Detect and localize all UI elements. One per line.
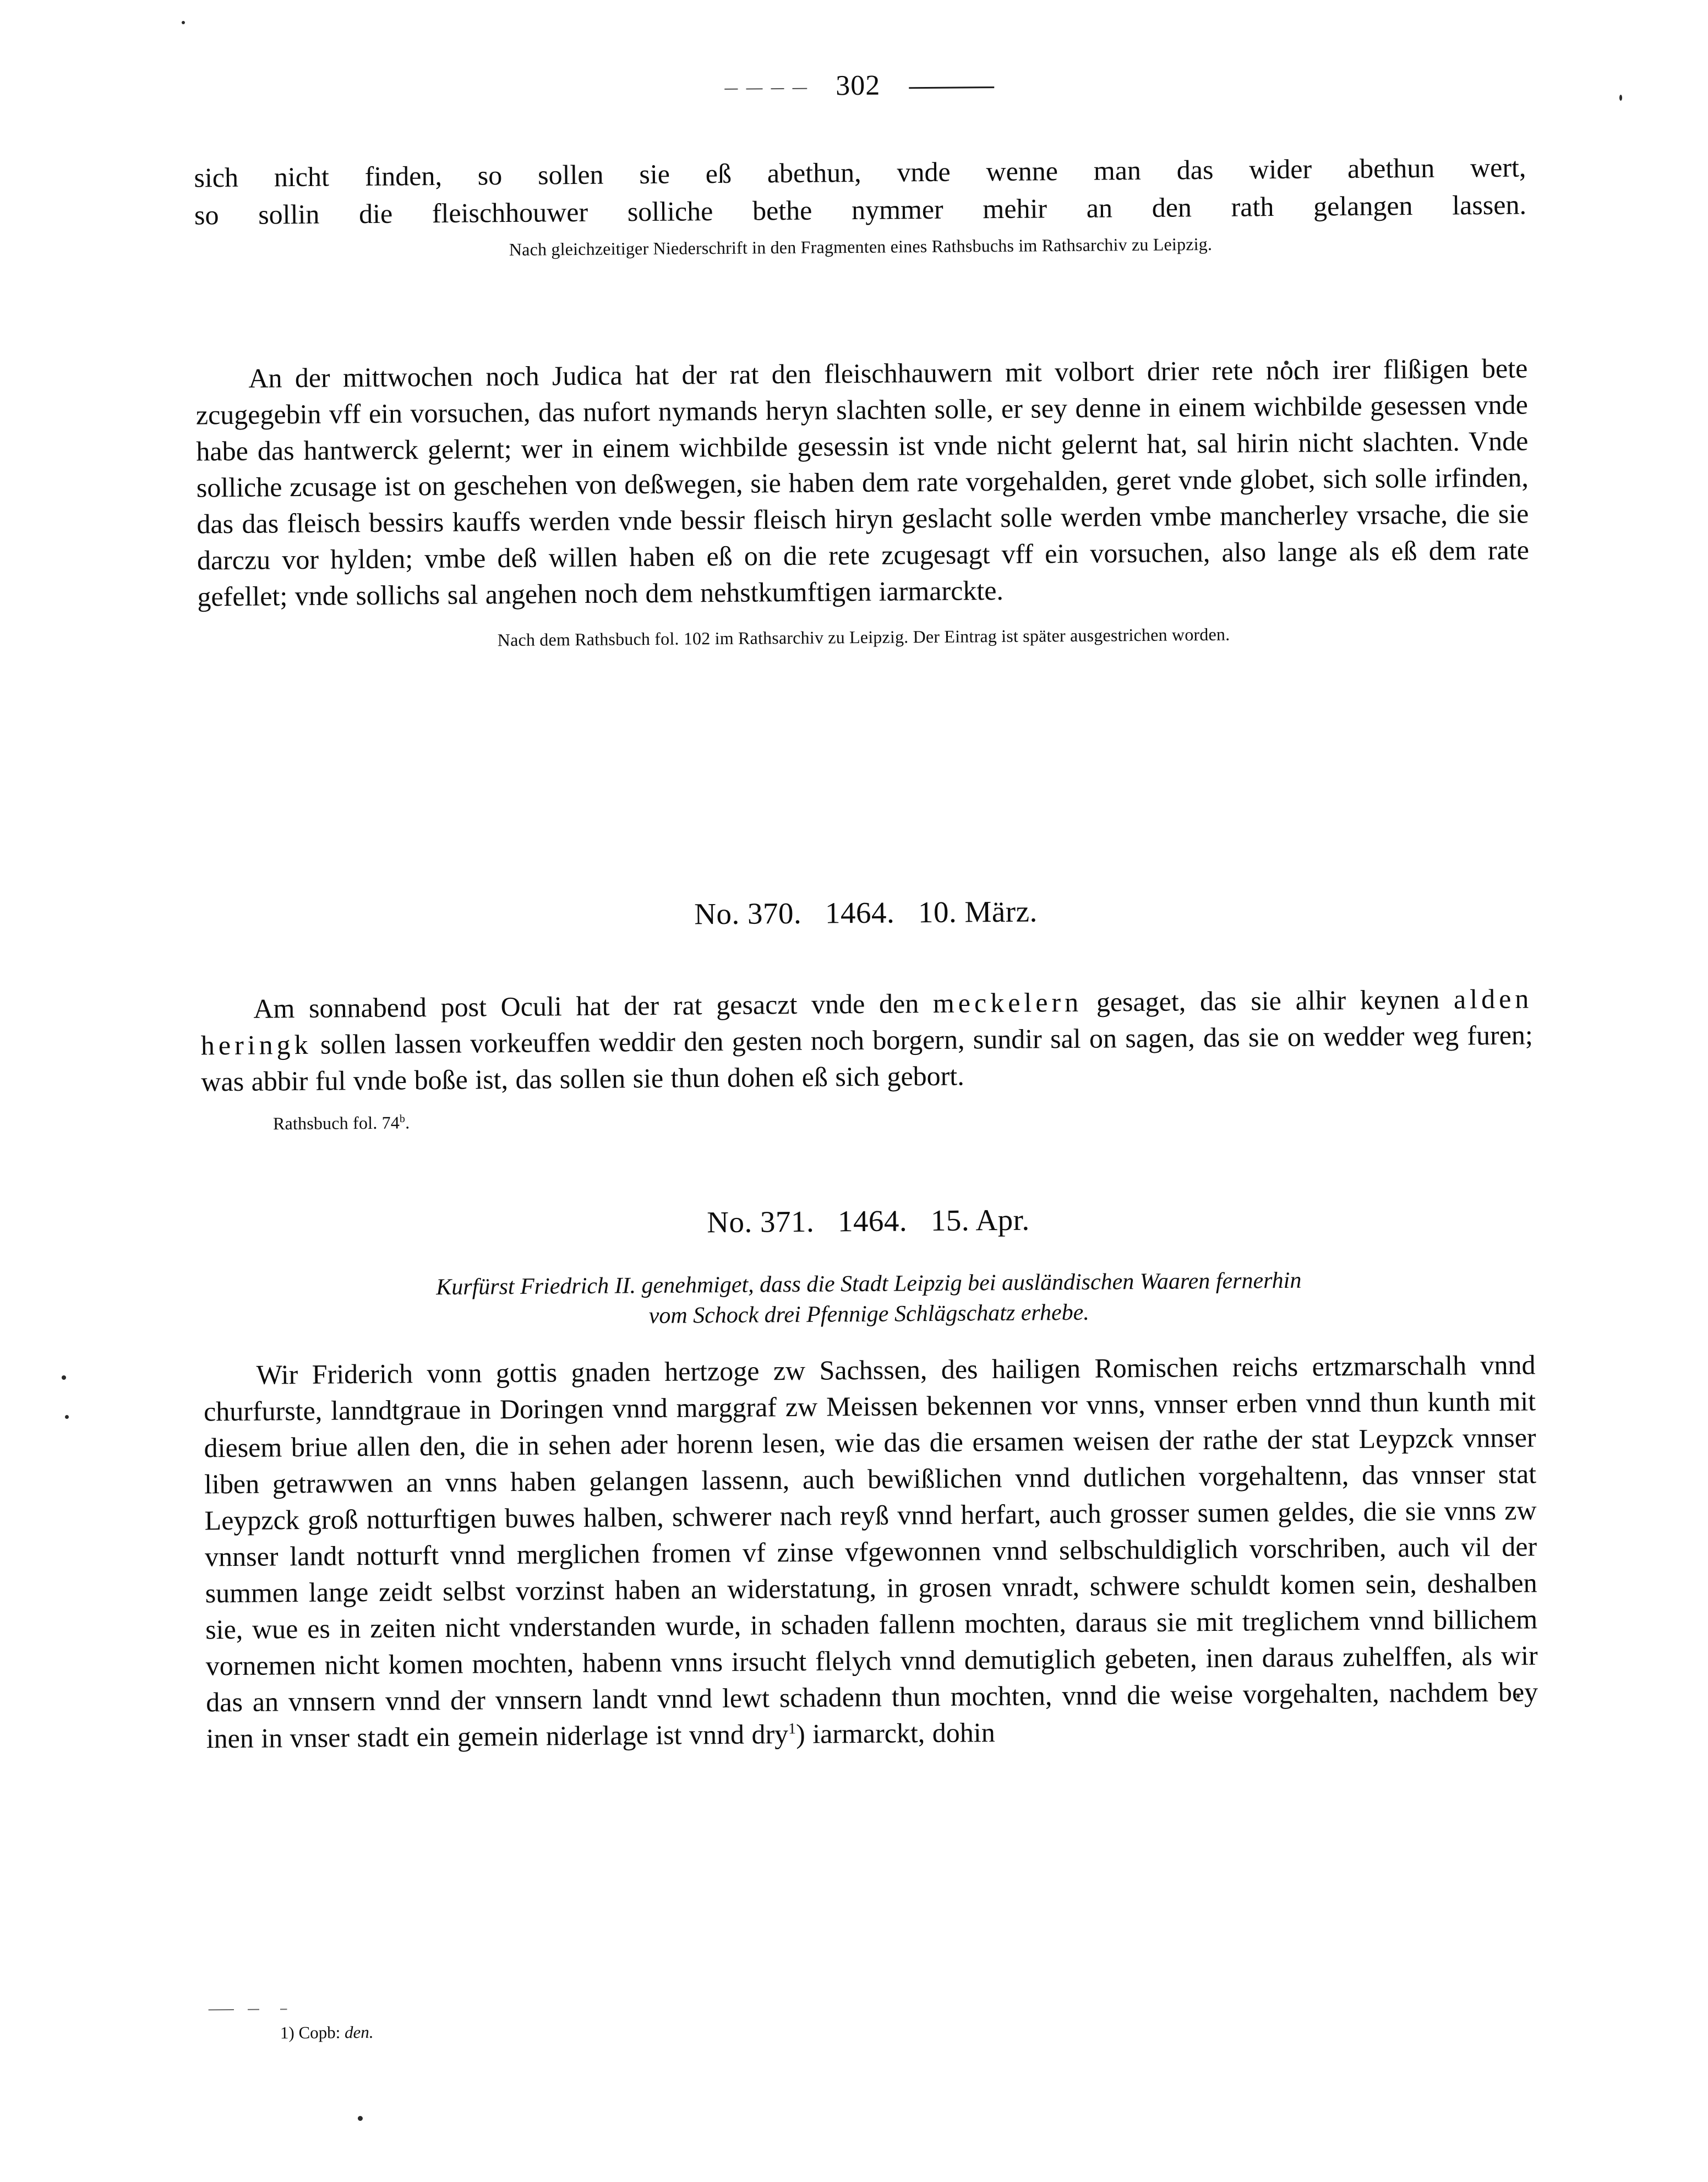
entry-369b-body: An der mittwochen noch Judica hat der rat den fleischhauwern mit volbort drier rete noch irer flißigen bete zcugegebin vff ein vorsuchen, das nufort nymands heryn slachten solle, er sey denne in einem wichbilde gesessen vnde habe das hantwerck gelernt; wer in einem wichbilde gesessin ist vnde nicht gelernt hat, sal hirin nicht slachten. Vnde solliche zcusage ist on geschehen von deßwegen, sie haben dem rate vorgehalden, geret vnde globet, sich solle irfinden, das das fleisch bessirs kauffs werden vnde bessir fleisch hiryn geslacht solle werden vmbe mancherley vrsache, die sie darczu vor hylden; vmbe deß willen haben eß on die rete zcugesagt vff ein vorsuchen, also lange als eß dem rate gefellet; vnde sollichs sal angehen noch dem nehstkumftigen iarmarckte. — [195, 352, 1530, 612]
page-type-block — [193, 0, 1538, 2043]
entry-370-source-note-text: Rathsbuch fol. 74 — [272, 1112, 400, 1134]
entry-370-body-part-2: gesaget, das sie alhir keynen — [1082, 983, 1454, 1017]
entry-370-body-part-1: Am sonnabend post Oculi hat der rat gesaczt vnde den — [253, 987, 934, 1024]
entry-370-heading: No. 370. 1464. 10. März. — [694, 894, 1038, 931]
entry-370-spaced-word-2: alden heringk — [200, 983, 1533, 1061]
ornament-rule-right — [909, 86, 994, 89]
entry-371-body-block — [203, 1346, 1538, 1756]
scan-speck — [182, 21, 185, 24]
entry-370-body — [200, 980, 1533, 1100]
footnote-area — [209, 1999, 1541, 2044]
entry-370-body-part-3: sollen lassen vorkeuffen weddir den gesten noch borgern, sundir sal on sagen, das sie on wedder weg furen; was abbir ful vnde boße ist, das sollen sie thun dohen eß sich gebort. — [201, 1019, 1534, 1097]
entry-369b — [195, 350, 1530, 654]
entry-369b-source-note: Nach dem Rathsbuch fol. 102 im Rathsarchiv zu Leipzig. Der Eintrag ist später ausgestrichen worden. — [497, 624, 1230, 650]
entry-369-source-note: Nach gleichzeitiger Niederschrift in den Fragmenten eines Rathsbuchs im Rathsarchiv zu Leipzig. — [509, 233, 1213, 260]
folio-number: 302 — [835, 69, 881, 102]
entry-371-body-before-ref: Wir Friderich vonn gottis gnaden hertzoge zw Sachssen, des hailigen Romischen reichs ertzmarschalh vnnd churfurste, lanndtgraue in Doringen vnnd marggraf zw Meissen bekennen vor vnns, vnnser erben vnnd thun kunth mit diesem briue allen den, die in sehen ader horenn lesen, wie das die ersamen weisen der rathe der stat Leypzck vnnser liben getrawwen an vnns haben gelangen lassenn, auch bewißlichen vnnd dutlichen vorgehaltenn, das vnnser stat Leypzck groß notturftigen buwes halben, schwerer nach reyß vnnd herfart, auch grosser sumen geldes, die sie vnns zw vnnser landt notturft vnnd merglichen fromen vf zinse vfgewonnen vnnd selbschuldiglich vorschriben, auch vil der summen lange zeidt selbst vorzinst haben an widerstatung, in grosen vnradt, schwere schuldt komen sein, deshalben sie, wue es in zeiten nicht vnderstanden wurde, in schaden fallenn mochten, daraus sie mit treglichem vnnd billichem vornemen nicht komen mochten, habenn vnns irsucht flelych vnnd demutiglich gebeten, inen daraus zuhelffen, als wir das an vnnsern vnnd der vnnsern landt vnnd lewt schadenn thun mochten, vnnd die weise vorgehalten, nachdem bey inen in vnser stadt ein gemein niderlage ist vnnd dry — [203, 1349, 1538, 1754]
scan-speck — [65, 1415, 69, 1419]
entry-370 — [200, 889, 1532, 936]
running-head — [193, 66, 1525, 105]
footnote-1-marker: 1) — [280, 2023, 294, 2043]
entry-371 — [202, 1198, 1534, 1244]
entry-371-body — [203, 1346, 1538, 1756]
entry-370-spaced-word-1: meckelern — [932, 986, 1083, 1019]
entry-369-tail — [194, 149, 1526, 264]
entry-370-source-note-superscript: b — [399, 1112, 406, 1125]
footnote-1-italic-text: den. — [344, 2022, 374, 2042]
entry-371-regest-line-2: vom Schock drei Pfennige Schlägschatz erhebe. — [648, 1299, 1089, 1329]
entry-371-heading: No. 371. 1464. 15. Apr. — [706, 1202, 1030, 1239]
scan-speck — [358, 2116, 363, 2121]
footnote-marker-1[interactable]: 1 — [788, 1720, 796, 1738]
entry-371-regest — [203, 1264, 1535, 1334]
entry-371-regest-text — [203, 1264, 1535, 1334]
entry-370-source-note-end: . — [405, 1112, 410, 1133]
entry-370-body-block — [200, 980, 1534, 1136]
entry-371-regest-line-1: Kurfürst Friedrich II. genehmiget, dass die Stadt Leipzig bei ausländischen Waaren fernerhin — [436, 1267, 1302, 1301]
scan-speck — [1619, 95, 1622, 101]
footnote-1 — [209, 2012, 1541, 2044]
entry-369-body-line-2: so sollin die fleischhouwer solliche bethe nymmer mehir an den rath gelangen lassen. — [194, 189, 1527, 231]
ornament-rule-left — [724, 88, 807, 90]
footnote-1-text: Copb: — [294, 2022, 345, 2043]
entry-370-source-note — [201, 1102, 1534, 1136]
scan-speck — [62, 1375, 66, 1380]
entry-369-body-line-1: sich nicht finden, so sollen sie eß abethun, vnde wenne man das wider abethun wert, — [194, 151, 1526, 193]
footnote-separator-rule — [209, 2009, 324, 2011]
entry-371-body-after-ref: ) iarmarckt, dohin — [795, 1717, 995, 1749]
